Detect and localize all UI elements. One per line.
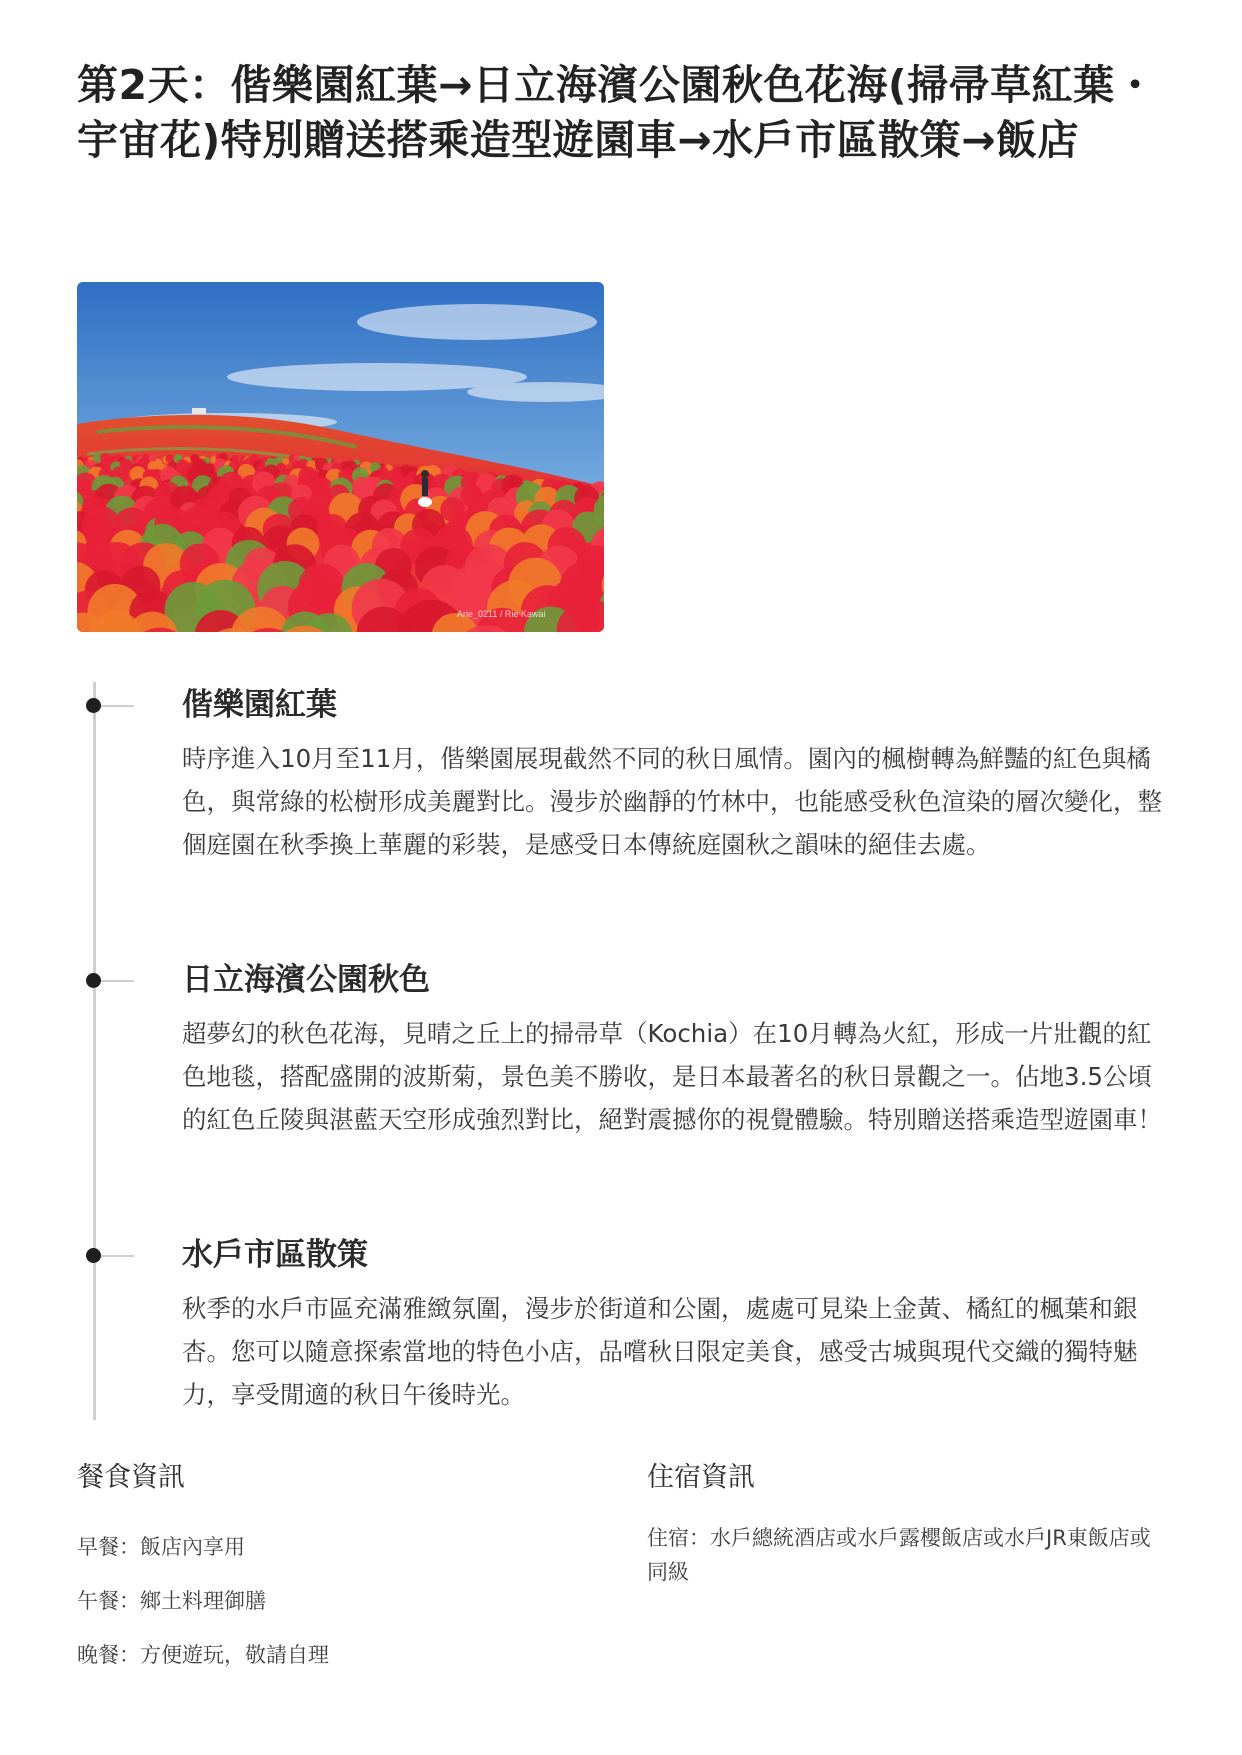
stop-description: 秋季的水戶市區充滿雅緻氛圍，漫步於街道和公園，處處可見染上金黃、橘紅的楓葉和銀杏。您可以隨意探索當地的特色小店，品嚐秋日限定美食，感受古城與現代交織的獨特魅力，享受閒適的秋日午後時光。 — [182, 1294, 1138, 1409]
kochia-hill-photo — [77, 282, 604, 632]
stop-description: 時序進入10月至11月，偕樂園展現截然不同的秋日風情。園內的楓樹轉為鮮豔的紅色與橘色，與常綠的松樹形成美麗對比。漫步於幽靜的竹林中，也能感受秋色渲染的層次變化，整個庭園在秋季換上華麗的彩裝，是感受日本傳統庭園秋之韻味的絕佳去處。 — [182, 744, 1162, 859]
photo-watermark: Arie_0211 / Rie Kawai — [457, 609, 546, 619]
lodging-info-heading: 住宿資訊 — [647, 1462, 755, 1493]
stop-title: 水戶市區散策 — [182, 1237, 368, 1273]
lodging-info — [647, 1460, 1167, 1600]
timeline-dot — [86, 973, 101, 988]
timeline-line — [93, 682, 96, 1420]
stop-title: 偕樂園紅葉 — [182, 687, 337, 723]
itinerary-timeline — [0, 682, 1242, 1422]
timeline-dot — [86, 698, 101, 713]
day-title: 第2天：偕樂園紅葉→日立海濱公園秋色花海(掃帚草紅葉・宇宙花)特別贈送搭乘造型遊園車→水戶市區散策→飯店 — [77, 61, 1157, 164]
timeline-tick — [101, 980, 134, 982]
meal-lunch: 午餐：鄉土料理御膳 — [77, 1589, 266, 1613]
meal-info — [77, 1460, 577, 1667]
stop-title: 日立海濱公園秋色 — [182, 962, 430, 998]
timeline-tick — [101, 1255, 134, 1257]
meal-dinner: 晚餐：方便遊玩，敬請自理 — [77, 1643, 329, 1667]
timeline-dot — [86, 1248, 101, 1263]
timeline-tick — [101, 705, 134, 707]
meal-breakfast: 早餐：飯店內享用 — [77, 1535, 245, 1559]
lodging-detail: 住宿：水戶總統酒店或水戶露櫻飯店或水戶JR東飯店或同級 — [647, 1526, 1151, 1584]
meal-info-heading: 餐食資訊 — [77, 1462, 185, 1493]
stop-description: 超夢幻的秋色花海，見晴之丘上的掃帚草（Kochia）在10月轉為火紅，形成一片壯觀的紅色地毯，搭配盛開的波斯菊，景色美不勝收，是日本最著名的秋日景觀之一。佔地3.5公頃的紅色丘陵與湛藍天空形成強烈對比，絕對震撼你的視覺體驗。特別贈送搭乘造型遊園車！ — [182, 1019, 1162, 1134]
